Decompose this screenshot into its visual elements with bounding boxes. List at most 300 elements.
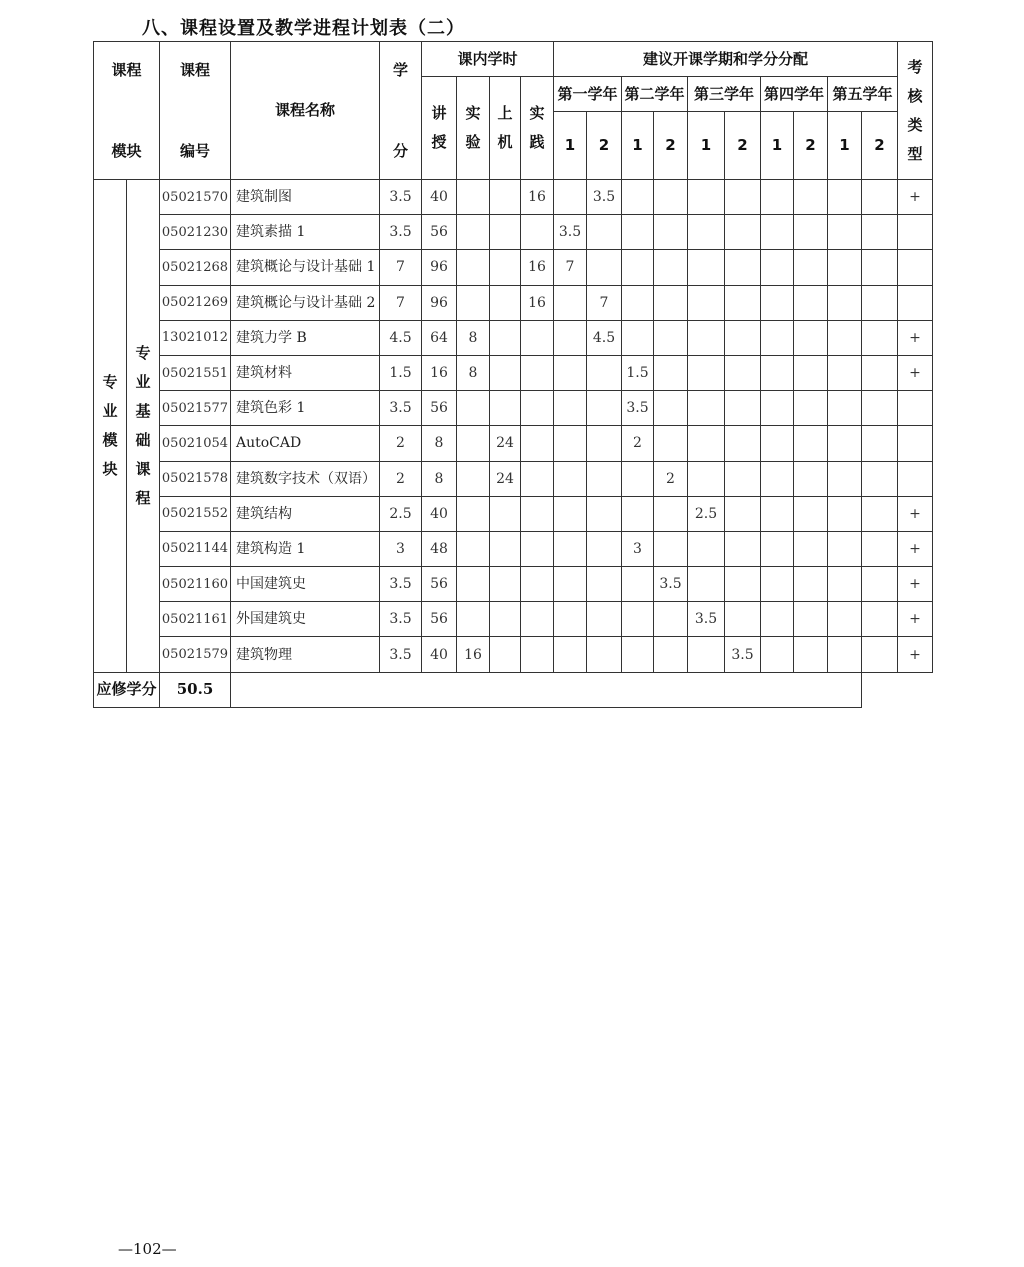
lecture-hours: 64 [422, 320, 457, 355]
term-credit [828, 461, 862, 496]
term-credit [862, 391, 898, 426]
term-credit [654, 250, 688, 285]
course-code: 05021054 [160, 426, 231, 461]
term-credit [554, 285, 587, 320]
credit-cell: 1.5 [380, 355, 422, 390]
term-credit [622, 215, 654, 250]
term-credit [794, 637, 828, 672]
course-code: 05021579 [160, 637, 231, 672]
exam-type [898, 250, 933, 285]
table-row [94, 426, 933, 461]
term-credit [761, 285, 794, 320]
code-header: 课程 编号 [160, 42, 231, 180]
term-credit [862, 320, 898, 355]
year-header: 第五学年 [828, 77, 898, 112]
term-credit: 3.5 [654, 567, 688, 602]
term-credit [587, 496, 622, 531]
term-credit: 7 [587, 285, 622, 320]
term-credit [761, 250, 794, 285]
term-credit [862, 531, 898, 566]
computer-hours [490, 285, 521, 320]
lecture-hours: 8 [422, 461, 457, 496]
submodule-label-char: 业 [135, 372, 151, 391]
credit-cell: 3 [380, 531, 422, 566]
computer-hours [490, 320, 521, 355]
practice-hours [521, 531, 554, 566]
term-credit [828, 215, 862, 250]
lecture-hours: 96 [422, 285, 457, 320]
practice-hours [521, 426, 554, 461]
table-row [94, 320, 933, 355]
lab-hours [457, 496, 490, 531]
credit-cell: 2 [380, 461, 422, 496]
term-credit [654, 355, 688, 390]
term-credit [688, 426, 725, 461]
table-row [94, 567, 933, 602]
computer-hours [490, 355, 521, 390]
term-credit [725, 180, 761, 215]
term-credit: 4.5 [587, 320, 622, 355]
computer-hours [490, 531, 521, 566]
submodule-label-char: 础 [135, 430, 151, 449]
term-credit [554, 496, 587, 531]
table-row [94, 602, 933, 637]
term-credit [828, 426, 862, 461]
credit-cell: 3.5 [380, 215, 422, 250]
term-credit [794, 250, 828, 285]
practice-hours [521, 391, 554, 426]
course-name: 建筑力学 B [231, 320, 380, 355]
course-name: 建筑概论与设计基础 1 [231, 250, 380, 285]
term-credit [828, 602, 862, 637]
lab-hours: 16 [457, 637, 490, 672]
term-credit [794, 180, 828, 215]
lecture-header: 讲 授 [422, 77, 457, 180]
lecture-hours: 8 [422, 426, 457, 461]
term-credit [862, 426, 898, 461]
term-credit [654, 496, 688, 531]
exam-type: + [898, 602, 933, 637]
term-credit: 3.5 [587, 180, 622, 215]
lecture-hours: 40 [422, 496, 457, 531]
exam-type: + [898, 496, 933, 531]
term-credit [587, 567, 622, 602]
course-code: 05021230 [160, 215, 231, 250]
practice-header: 实 践 [521, 77, 554, 180]
term-credit [725, 496, 761, 531]
term-credit [761, 637, 794, 672]
term-credit [688, 355, 725, 390]
table-row [94, 461, 933, 496]
lab-hours: 8 [457, 320, 490, 355]
term-credit [654, 180, 688, 215]
term-credit [761, 567, 794, 602]
term-credit [761, 531, 794, 566]
computer-hours [490, 567, 521, 602]
term-credit [761, 602, 794, 637]
course-code: 05021577 [160, 391, 231, 426]
lab-hours [457, 391, 490, 426]
practice-hours [521, 320, 554, 355]
term-credit: 3.5 [688, 602, 725, 637]
lab-hours [457, 215, 490, 250]
semester-group-header: 建议开课学期和学分分配 [554, 42, 898, 77]
course-code: 13021012 [160, 320, 231, 355]
term-credit [761, 496, 794, 531]
hours-group-header: 课内学时 [422, 42, 554, 77]
term-credit [862, 355, 898, 390]
term-credit [725, 355, 761, 390]
term-credit [828, 180, 862, 215]
term-credit [725, 250, 761, 285]
term-credit: 3.5 [725, 637, 761, 672]
practice-hours [521, 637, 554, 672]
term-header: 1 [828, 112, 862, 180]
lecture-hours: 40 [422, 180, 457, 215]
lab-header: 实 验 [457, 77, 490, 180]
term-credit [587, 215, 622, 250]
exam-type: + [898, 567, 933, 602]
module-header: 课程 模块 [94, 42, 160, 180]
term-credit [794, 531, 828, 566]
term-credit [794, 355, 828, 390]
module-label-char: 模 [102, 430, 118, 449]
computer-hours [490, 215, 521, 250]
term-credit [554, 391, 587, 426]
term-credit: 3 [622, 531, 654, 566]
year-header: 第一学年 [554, 77, 622, 112]
header-row-1 [94, 42, 933, 77]
lecture-hours: 56 [422, 215, 457, 250]
term-credit [622, 602, 654, 637]
credit-cell: 3.5 [380, 391, 422, 426]
course-code: 05021551 [160, 355, 231, 390]
lab-hours [457, 531, 490, 566]
table-row [94, 285, 933, 320]
exam-type: + [898, 637, 933, 672]
table-row [94, 531, 933, 566]
lab-hours [457, 180, 490, 215]
term-credit [654, 391, 688, 426]
term-credit [622, 637, 654, 672]
term-credit [828, 285, 862, 320]
course-code: 05021570 [160, 180, 231, 215]
term-credit [761, 461, 794, 496]
term-header: 2 [725, 112, 761, 180]
term-credit: 7 [554, 250, 587, 285]
submodule-label-char: 程 [135, 488, 151, 507]
table-row [94, 250, 933, 285]
course-code: 05021268 [160, 250, 231, 285]
practice-hours [521, 602, 554, 637]
computer-hours [490, 180, 521, 215]
lab-hours [457, 285, 490, 320]
term-credit [761, 320, 794, 355]
term-credit [587, 602, 622, 637]
practice-hours [521, 215, 554, 250]
lecture-hours: 16 [422, 355, 457, 390]
term-credit [554, 426, 587, 461]
lecture-hours: 48 [422, 531, 457, 566]
exam-type [898, 285, 933, 320]
course-code: 05021161 [160, 602, 231, 637]
term-credit [688, 285, 725, 320]
total-row [94, 672, 933, 707]
computer-header: 上 机 [490, 77, 521, 180]
exam-type: + [898, 531, 933, 566]
table-row [94, 355, 933, 390]
term-credit [654, 602, 688, 637]
term-credit [622, 461, 654, 496]
term-credit: 2.5 [688, 496, 725, 531]
term-credit [725, 531, 761, 566]
submodule-label-char: 专 [135, 343, 151, 362]
course-name: 建筑数字技术（双语） [231, 461, 380, 496]
term-credit [725, 426, 761, 461]
practice-hours: 16 [521, 250, 554, 285]
term-credit [587, 637, 622, 672]
lab-hours [457, 602, 490, 637]
page-number: —102— [118, 1240, 177, 1258]
term-header: 1 [622, 112, 654, 180]
year-header: 第二学年 [622, 77, 688, 112]
lecture-hours: 56 [422, 391, 457, 426]
term-credit [622, 567, 654, 602]
term-header: 1 [688, 112, 725, 180]
term-credit [761, 180, 794, 215]
term-credit [828, 355, 862, 390]
lab-hours [457, 461, 490, 496]
term-credit [688, 180, 725, 215]
practice-hours [521, 355, 554, 390]
term-credit [725, 215, 761, 250]
table-row [94, 637, 933, 672]
practice-hours [521, 567, 554, 602]
term-credit: 1.5 [622, 355, 654, 390]
term-credit [554, 461, 587, 496]
computer-hours [490, 602, 521, 637]
course-name: 建筑构造 1 [231, 531, 380, 566]
term-credit [554, 320, 587, 355]
practice-hours: 16 [521, 180, 554, 215]
course-code: 05021578 [160, 461, 231, 496]
exam-type [898, 461, 933, 496]
term-credit [862, 180, 898, 215]
lecture-hours: 40 [422, 637, 457, 672]
term-credit [862, 285, 898, 320]
term-credit [554, 637, 587, 672]
credit-cell: 7 [380, 250, 422, 285]
term-header: 2 [794, 112, 828, 180]
term-credit [688, 637, 725, 672]
term-header: 2 [654, 112, 688, 180]
term-credit [794, 496, 828, 531]
term-credit [828, 250, 862, 285]
lab-hours [457, 567, 490, 602]
term-credit [794, 567, 828, 602]
term-credit [725, 320, 761, 355]
total-empty [231, 672, 862, 707]
term-credit [654, 426, 688, 461]
credit-cell: 4.5 [380, 320, 422, 355]
table-row [94, 496, 933, 531]
term-credit [828, 567, 862, 602]
term-header: 2 [862, 112, 898, 180]
term-header: 1 [761, 112, 794, 180]
term-credit [828, 496, 862, 531]
term-credit [794, 426, 828, 461]
term-credit [688, 215, 725, 250]
term-credit [794, 461, 828, 496]
course-name: 建筑素描 1 [231, 215, 380, 250]
term-credit [654, 215, 688, 250]
computer-hours: 24 [490, 426, 521, 461]
term-credit [554, 531, 587, 566]
year-header: 第三学年 [688, 77, 761, 112]
term-credit [622, 180, 654, 215]
lab-hours [457, 426, 490, 461]
course-name: 外国建筑史 [231, 602, 380, 637]
table-row [94, 180, 933, 215]
term-credit [654, 531, 688, 566]
term-credit [794, 320, 828, 355]
term-header: 1 [554, 112, 587, 180]
computer-hours [490, 637, 521, 672]
credit-cell: 2.5 [380, 496, 422, 531]
credit-cell: 2 [380, 426, 422, 461]
term-header: 2 [587, 112, 622, 180]
exam-type: + [898, 320, 933, 355]
term-credit [761, 215, 794, 250]
term-credit [554, 567, 587, 602]
computer-hours [490, 391, 521, 426]
year-header: 第四学年 [761, 77, 828, 112]
lecture-hours: 96 [422, 250, 457, 285]
term-credit [654, 637, 688, 672]
course-name: 建筑物理 [231, 637, 380, 672]
term-credit [828, 391, 862, 426]
term-credit [688, 250, 725, 285]
term-credit [622, 250, 654, 285]
term-credit [794, 391, 828, 426]
lecture-hours: 56 [422, 567, 457, 602]
exam-type [898, 426, 933, 461]
term-credit [688, 567, 725, 602]
page-title: 八、课程设置及教学进程计划表（二） [142, 18, 465, 39]
module-label [94, 180, 127, 673]
exam-type: + [898, 180, 933, 215]
term-credit [688, 531, 725, 566]
term-credit [761, 391, 794, 426]
term-credit [587, 426, 622, 461]
course-name: 建筑色彩 1 [231, 391, 380, 426]
term-credit: 3.5 [622, 391, 654, 426]
term-credit [688, 320, 725, 355]
term-credit: 3.5 [554, 215, 587, 250]
credit-header: 学 分 [380, 42, 422, 180]
lab-hours: 8 [457, 355, 490, 390]
term-credit: 2 [622, 426, 654, 461]
practice-hours: 16 [521, 285, 554, 320]
module-label-char: 业 [102, 401, 118, 420]
term-credit [587, 250, 622, 285]
credit-cell: 3.5 [380, 602, 422, 637]
term-credit [725, 602, 761, 637]
exam-type [898, 391, 933, 426]
course-plan-table [93, 41, 933, 708]
term-credit [688, 391, 725, 426]
credit-cell: 7 [380, 285, 422, 320]
term-credit [862, 250, 898, 285]
term-credit [587, 391, 622, 426]
course-name-header: 课程名称 [231, 42, 380, 180]
term-credit [654, 320, 688, 355]
term-credit [622, 496, 654, 531]
submodule-label-char: 基 [135, 401, 151, 420]
table-row [94, 391, 933, 426]
term-credit [587, 461, 622, 496]
term-credit [725, 461, 761, 496]
course-code: 05021552 [160, 496, 231, 531]
term-credit [725, 567, 761, 602]
exam-type: + [898, 355, 933, 390]
term-credit [862, 461, 898, 496]
lab-hours [457, 250, 490, 285]
term-credit [725, 391, 761, 426]
term-credit [622, 320, 654, 355]
course-code: 05021269 [160, 285, 231, 320]
term-credit [794, 215, 828, 250]
total-credit: 50.5 [160, 672, 231, 707]
term-credit [862, 215, 898, 250]
practice-hours [521, 461, 554, 496]
table-row [94, 215, 933, 250]
course-name: 建筑概论与设计基础 2 [231, 285, 380, 320]
term-credit [794, 285, 828, 320]
term-credit [622, 285, 654, 320]
computer-hours: 24 [490, 461, 521, 496]
exam-type [898, 215, 933, 250]
term-credit [554, 602, 587, 637]
module-label-char: 专 [102, 372, 118, 391]
term-credit [828, 531, 862, 566]
term-credit [688, 461, 725, 496]
term-credit [862, 602, 898, 637]
term-credit [761, 355, 794, 390]
term-credit [654, 285, 688, 320]
term-credit [862, 496, 898, 531]
course-name: 中国建筑史 [231, 567, 380, 602]
course-name: 建筑制图 [231, 180, 380, 215]
term-credit [587, 531, 622, 566]
term-credit [862, 637, 898, 672]
term-credit [862, 567, 898, 602]
credit-cell: 3.5 [380, 180, 422, 215]
computer-hours [490, 496, 521, 531]
practice-hours [521, 496, 554, 531]
course-name: 建筑结构 [231, 496, 380, 531]
course-code: 05021160 [160, 567, 231, 602]
term-credit [554, 355, 587, 390]
term-credit [587, 355, 622, 390]
lecture-hours: 56 [422, 602, 457, 637]
course-name: 建筑材料 [231, 355, 380, 390]
term-credit [828, 637, 862, 672]
total-label: 应修学分 [94, 672, 160, 707]
submodule-label-char: 课 [135, 459, 151, 478]
exam-type-header: 考 核 类 型 [898, 42, 933, 180]
credit-cell: 3.5 [380, 567, 422, 602]
